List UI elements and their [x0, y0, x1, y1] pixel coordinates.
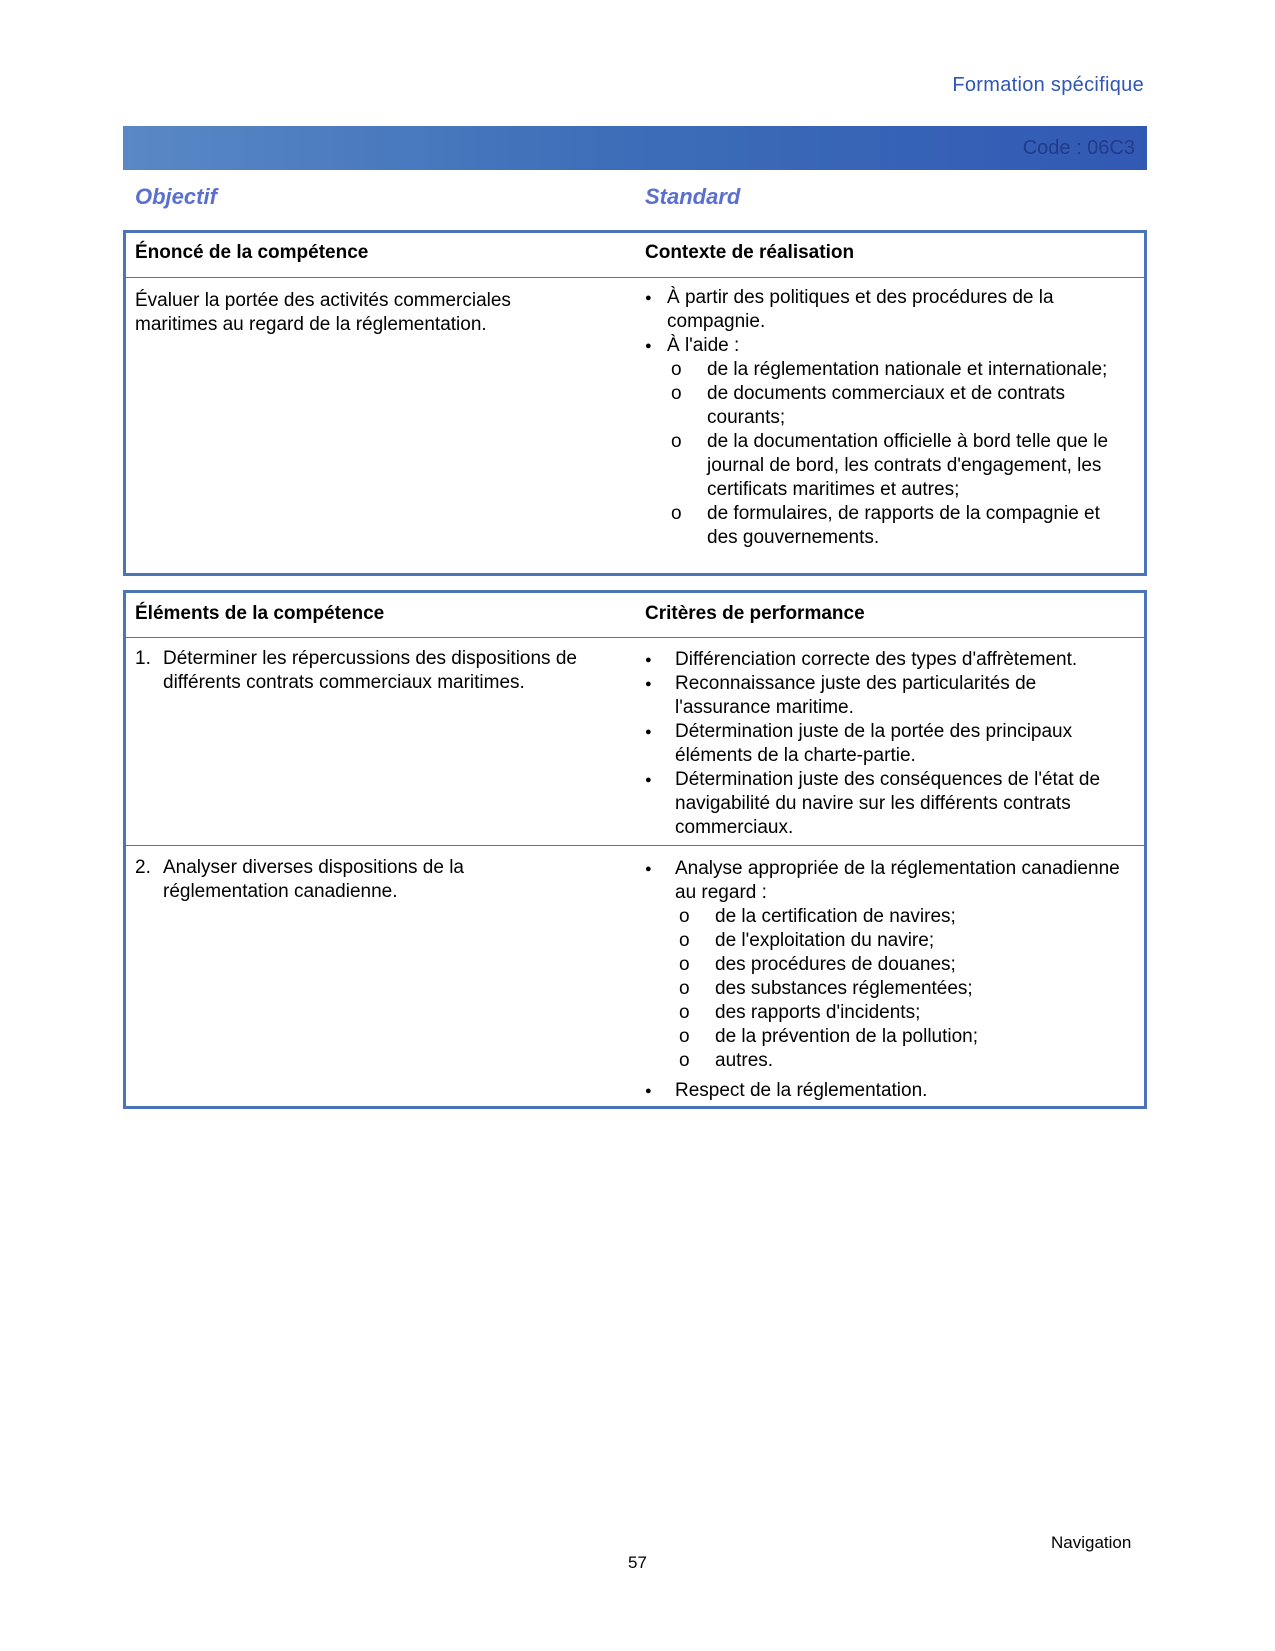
elements-header: Éléments de la compétence: [135, 603, 385, 624]
sub-text: de la documentation officielle à bord telle que le journal de bord, les contrats d'engagement, les certificats maritimes et autres;: [707, 431, 1109, 500]
competency-statement-table: [123, 230, 1147, 576]
bullet-item: [645, 286, 1115, 334]
page-number: 57: [628, 1553, 647, 1572]
sub-marker: o: [679, 1002, 690, 1023]
criteria-header: Critères de performance: [645, 603, 865, 624]
bullet-item: [645, 334, 1115, 550]
sub-marker: o: [679, 1050, 690, 1071]
sub-text: de la certification de navires;: [715, 906, 956, 927]
sub-marker: o: [679, 930, 690, 951]
navigation-link[interactable]: Navigation: [1051, 1533, 1132, 1552]
competency-element: [135, 647, 585, 695]
section-title: Formation spécifique: [952, 74, 1144, 96]
bullet-text: À partir des politiques et des procédures de la compagnie.: [667, 287, 1054, 332]
bullet-text: Respect de la réglementation.: [675, 1080, 928, 1101]
bullet-item: [645, 1079, 1133, 1103]
element-1-cell: [135, 647, 585, 695]
competency-statement: Évaluer la portée des activités commerciales maritimes au regard de la réglementation.: [135, 290, 511, 335]
bullet-item: [645, 648, 1133, 672]
sub-marker: o: [679, 954, 690, 975]
element-number: 1.: [135, 648, 151, 669]
statement-header: Énoncé de la compétence: [135, 242, 369, 263]
performance-criteria-table: [123, 590, 1147, 1109]
course-code: Code : 06C3: [1022, 137, 1135, 159]
sub-text: des substances réglementées;: [715, 978, 973, 999]
sub-text: de l'exploitation du navire;: [715, 930, 935, 951]
sub-item: [679, 929, 1133, 953]
sub-list: [667, 358, 1115, 550]
header-divider: [126, 277, 1144, 278]
sub-item: [679, 1049, 1133, 1073]
element-number: 2.: [135, 857, 151, 878]
sub-text: des rapports d'incidents;: [715, 1002, 921, 1023]
sub-item: [679, 905, 1133, 929]
sub-item: [671, 382, 1115, 430]
sub-item: [679, 977, 1133, 1001]
bullet-item: [645, 768, 1133, 840]
bullet-text: Détermination juste de la portée des principaux éléments de la charte-partie.: [675, 721, 1073, 766]
sub-item: [671, 358, 1115, 382]
context-list-container: [645, 286, 1115, 550]
sub-marker: o: [671, 503, 682, 524]
header-band: [123, 126, 1147, 170]
sub-item: [671, 430, 1115, 502]
row-divider: [126, 845, 1144, 846]
sub-marker: o: [679, 1026, 690, 1047]
competency-element: [135, 856, 585, 904]
bullet-text: Analyse appropriée de la réglementation canadienne au regard :: [675, 858, 1120, 903]
element-2-cell: [135, 856, 585, 904]
element-text: Analyser diverses dispositions de la réglementation canadienne.: [163, 857, 464, 902]
sub-marker: o: [671, 383, 682, 404]
bullet-item: [645, 857, 1133, 1073]
criteria-1-cell: [645, 648, 1133, 840]
sub-text: des procédures de douanes;: [715, 954, 956, 975]
criteria-2-cell: [645, 857, 1133, 1103]
sub-marker: o: [671, 359, 682, 380]
sub-item: [679, 953, 1133, 977]
context-list: [645, 286, 1115, 550]
sub-text: de documents commerciaux et de contrats courants;: [707, 383, 1066, 428]
objective-title: Objectif: [135, 184, 217, 209]
header-divider: [126, 637, 1144, 638]
sub-text: de la réglementation nationale et internationale;: [707, 359, 1108, 380]
bullet-text: Différenciation correcte des types d'affrètement.: [675, 649, 1078, 670]
standard-title: Standard: [645, 184, 741, 209]
sub-marker: o: [679, 906, 690, 927]
bullet-item: [645, 672, 1133, 720]
sub-marker: o: [679, 978, 690, 999]
sub-list: [675, 905, 1133, 1073]
sub-text: de formulaires, de rapports de la compagnie et des gouvernements.: [707, 503, 1100, 548]
bullet-text: À l'aide :: [667, 335, 740, 356]
sub-item: [679, 1001, 1133, 1025]
sub-item: [679, 1025, 1133, 1049]
element-text: Déterminer les répercussions des dispositions de différents contrats commerciaux maritimes.: [163, 648, 577, 693]
sub-item: [671, 502, 1115, 550]
sub-text: autres.: [715, 1050, 774, 1071]
bullet-text: Reconnaissance juste des particularités de l'assurance maritime.: [675, 673, 1037, 718]
bullet-text: Détermination juste des conséquences de l'état de navigabilité du navire sur les différents contrats commerciaux.: [675, 769, 1101, 838]
bullet-item: [645, 720, 1133, 768]
sub-text: de la prévention de la pollution;: [715, 1026, 979, 1047]
sub-marker: o: [671, 431, 682, 452]
context-header: Contexte de réalisation: [645, 242, 855, 263]
